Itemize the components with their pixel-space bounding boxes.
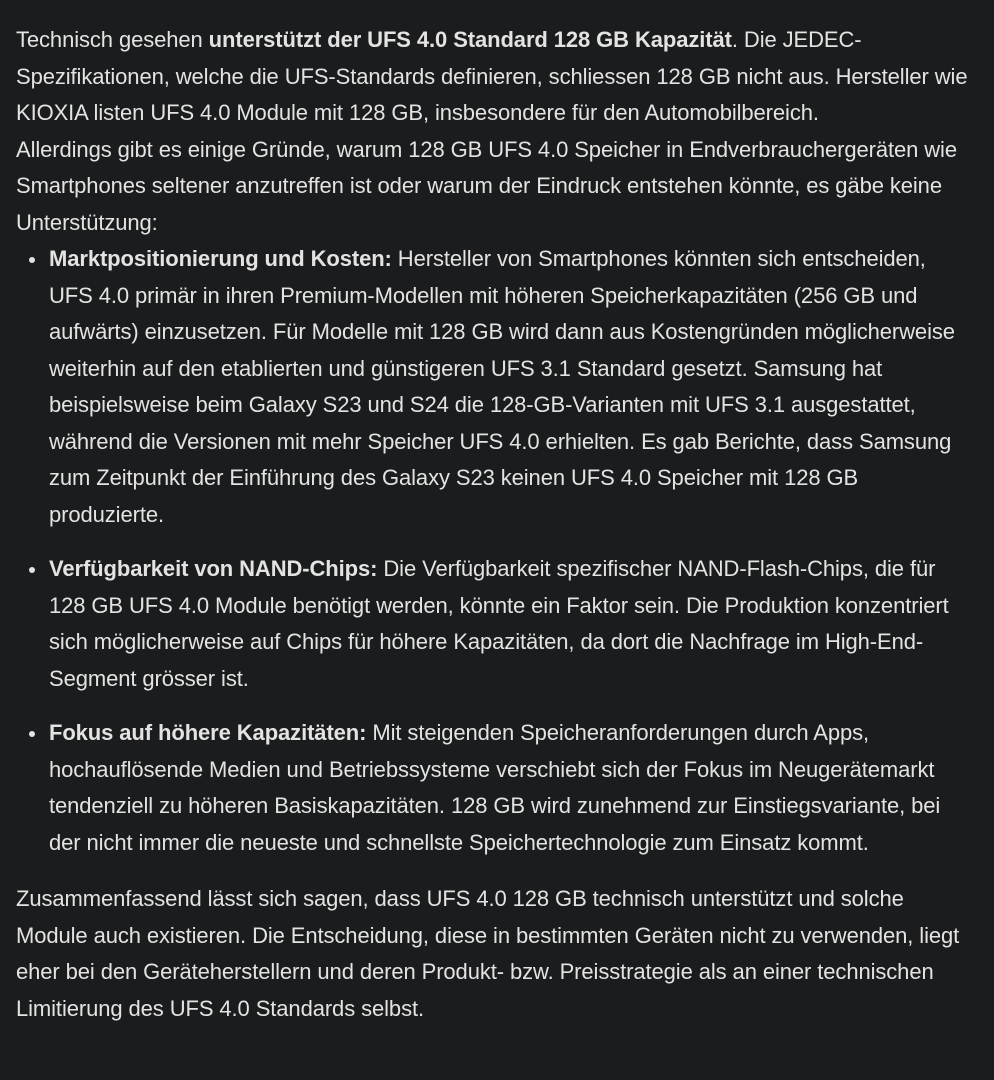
intro-text-pre: Technisch gesehen: [16, 27, 209, 52]
summary-paragraph: Zusammenfassend lässt sich sagen, dass UFS 4.0 128 GB technisch unterstützt und solche Module auch existieren. Die Entscheidung, diese in bestimmten Geräten nicht zu verwenden, liegt eher bei den Geräteherstellern und deren Produkt- bzw. Preisstrategie als an einer technischen Limitierung des UFS 4.0 Standards selbst.: [16, 886, 960, 1021]
list-item-text: Hersteller von Smartphones könnten sich entscheiden, UFS 4.0 primär in ihren Premium-Modellen mit höheren Speicherkapazitäten (256 GB und aufwärts) einzusetzen. Für Modelle mit 128 GB wird dann aus Kostengründen möglicherweise weiterhin auf den etablierten und günstigeren UFS 3.1 Standard gesetzt. Samsung hat beispielsweise beim Galaxy S23 und S24 die 128-GB-Varianten mit UFS 3.1 ausgestattet, während die Versionen mit mehr Speicher UFS 4.0 erhielten. Es gab Berichte, dass Samsung zum Zeitpunkt der Einführung des Galaxy S23 keinen UFS 4.0 Speicher mit 128 GB produzierte.: [49, 246, 955, 527]
bullet-icon: [29, 257, 35, 263]
assistant-response: [16, 22, 968, 1027]
list-item-text: Mit steigenden Speicheranforderungen durch Apps, hochauflösende Medien und Betriebssysteme verschiebt sich der Fokus im Neugerätemarkt tendenziell zu höheren Basiskapazitäten. 128 GB wird zunehmend zur Einstiegsvariante, bei der nicht immer die neueste und schnellste Speichertechnologie zum Einsatz kommt.: [49, 720, 941, 855]
intro-paragraph: [16, 22, 968, 132]
list-item-title: Verfügbarkeit von NAND-Chips:: [49, 556, 378, 581]
bullet-icon: [29, 567, 35, 573]
bullet-icon: [29, 731, 35, 737]
list-item-title: Fokus auf höhere Kapazitäten:: [49, 720, 367, 745]
reasons-lead-paragraph: Allerdings gibt es einige Gründe, warum 128 GB UFS 4.0 Speicher in Endverbrauchergeräten wie Smartphones seltener anzutreffen ist oder warum der Eindruck entstehen könnte, es gäbe keine Unterstützung:: [16, 136, 957, 235]
reasons-list: [16, 241, 968, 861]
list-item-market-positioning: [49, 241, 968, 533]
list-item-title: Marktpositionierung und Kosten:: [49, 246, 392, 271]
intro-text-post: . Die JEDEC-Spezifikationen, welche die UFS-Standards definieren, schliessen 128 GB nicht aus. Hersteller wie KIOXIA listen UFS 4.0 Module mit 128 GB, insbesondere für den Automobilbereich.: [16, 27, 968, 125]
list-item-capacity-focus: [49, 715, 968, 861]
intro-bold-statement: unterstützt der UFS 4.0 Standard 128 GB Kapazität: [208, 27, 732, 52]
list-item-nand-availability: [49, 551, 968, 697]
list-item-text: Die Verfügbarkeit spezifischer NAND-Flash-Chips, die für 128 GB UFS 4.0 Module benötigt werden, könnte ein Faktor sein. Die Produktion konzentriert sich möglicherweise auf Chips für höhere Kapazitäten, da dort die Nachfrage im High-End-Segment grösser ist.: [49, 556, 949, 691]
